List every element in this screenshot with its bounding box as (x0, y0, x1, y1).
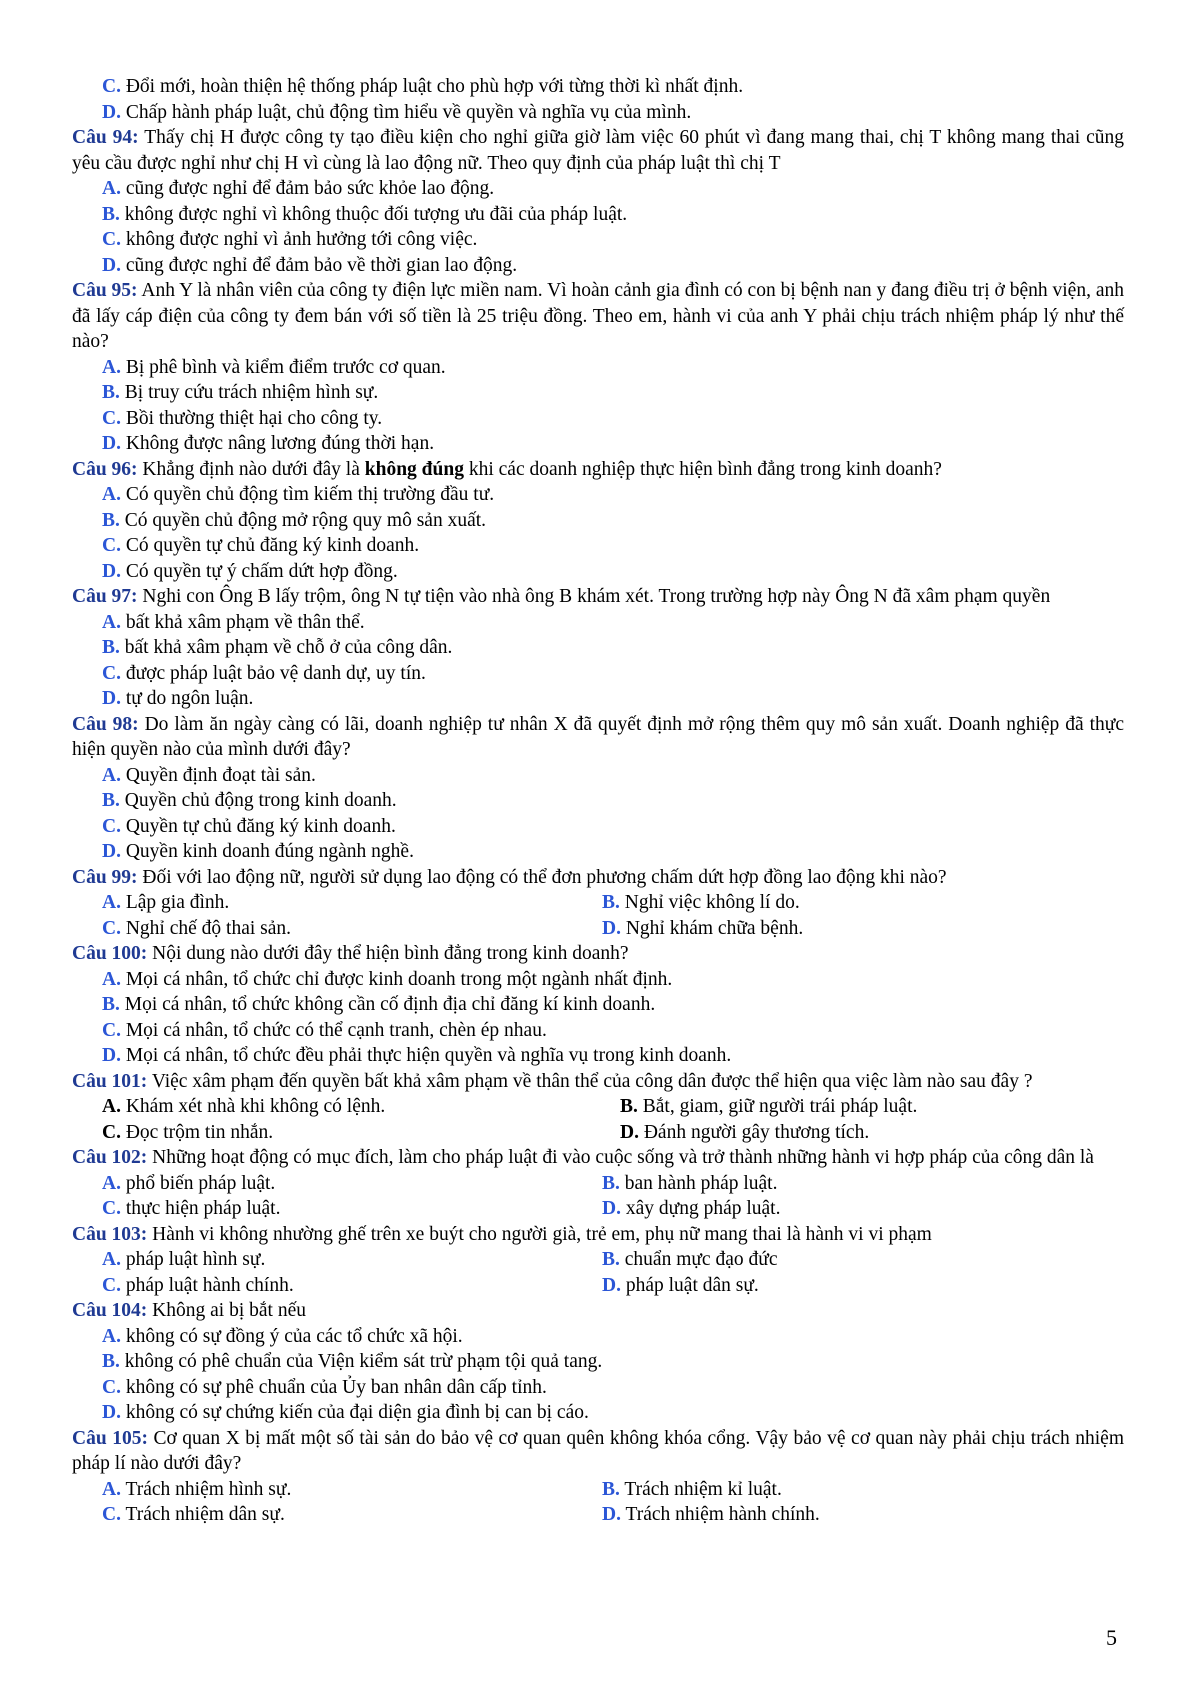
text: pháp luật dân sự. (620, 1274, 759, 1296)
option-letter: A. (102, 1096, 121, 1117)
text: Anh Y là nhân viên của công ty điện lực miền nam. Vì hoàn cảnh gia đình có con bị bệnh nan y đang điều trị ở bệnh viện, anh đã lấy cáp điện của công ty đem bán với số tiền là 25 triệu đồng. Theo em, hành vi của anh Y phải chịu trách nhiệm pháp lý như thế nào? (72, 280, 1125, 352)
text: không có sự đồng ý của các tổ chức xã hội. (120, 1325, 463, 1347)
option-letter: C. (102, 1274, 121, 1296)
text: Mọi cá nhân, tổ chức có thể cạnh tranh, chèn ép nhau. (120, 1019, 547, 1041)
text: không có sự chứng kiến của đại diện gia đình bị can bị cáo. (120, 1402, 589, 1423)
option-a (72, 1247, 572, 1273)
text: bất khả xâm phạm về chỗ ở của công dân. (119, 637, 453, 658)
text: Lập gia đình. (120, 892, 230, 913)
exam-page (72, 74, 1124, 1528)
option-letter: A. (102, 1249, 121, 1270)
text: Bồi thường thiệt hại cho công ty. (120, 407, 383, 429)
text: Có quyền tự chủ đăng ký kinh doanh. (120, 535, 420, 556)
text: Đọc trộm tin nhắn. (120, 1121, 274, 1143)
text: bất khả xâm phạm về thân thể. (120, 611, 365, 633)
text: Nội dung nào dưới đây thể hiện bình đẳng trong kinh doanh? (147, 943, 629, 964)
text: Khám xét nhà khi không có lệnh. (120, 1096, 386, 1117)
option-letter: C. (102, 662, 121, 684)
option-letter: C. (102, 1198, 121, 1219)
text: Những hoạt động có mục đích, làm cho pháp luật đi vào cuộc sống và trở thành những hành vi hợp pháp của công dân là (147, 1147, 1094, 1168)
option-letter: A. (102, 968, 121, 990)
option-letter: B. (620, 1096, 638, 1117)
text: cũng được nghỉ để đảm bảo sức khỏe lao động. (120, 178, 495, 199)
text: không đúng (364, 458, 464, 480)
options-row (72, 916, 1124, 942)
option-letter: A. (102, 1172, 121, 1194)
text: pháp luật hình sự. (120, 1249, 266, 1270)
question-label: Câu 101: (72, 1070, 148, 1092)
option-c (72, 814, 1124, 840)
option-letter: D. (602, 1198, 621, 1219)
options-row (72, 1502, 1124, 1528)
option-d (590, 1120, 1108, 1146)
option-letter: C. (102, 917, 121, 939)
options-row (72, 1094, 1124, 1120)
option-c (72, 1018, 1124, 1044)
option-letter: A. (102, 356, 121, 378)
text: không có phê chuẩn của Viện kiểm sát trừ phạm tội quả tang. (119, 1351, 603, 1372)
text: Do làm ăn ngày càng có lãi, doanh nghiệp tư nhân X đã quyết định mở rộng thêm quy mô sản xuất. Doanh nghiệp đã thực hiện quyền nào của mình dưới đây? (72, 713, 1124, 760)
option-letter: A. (102, 611, 121, 633)
question-101 (72, 1069, 1124, 1095)
text: Thấy chị H được công ty tạo điều kiện cho nghỉ giữa giờ làm việc 60 phút vì đang mang thai, chị T không mang thai cũng yêu cầu được nghỉ như chị H vì cùng là lao động nữ. Theo quy định của pháp luật thì chị T (72, 127, 1124, 174)
option-letter: D. (602, 917, 621, 939)
option-d (72, 100, 1124, 126)
option-letter: D. (102, 688, 121, 709)
question-98 (72, 712, 1124, 763)
option-d (72, 253, 1124, 279)
option-letter: C. (102, 407, 121, 429)
text: tự do ngôn luận. (120, 688, 254, 709)
text: xây dựng pháp luật. (620, 1198, 781, 1219)
option-letter: B. (602, 892, 620, 913)
text: Đánh người gây thương tích. (638, 1121, 870, 1143)
text: không được nghỉ vì không thuộc đối tượng ưu đãi của pháp luật. (119, 203, 628, 225)
question-103 (72, 1222, 1124, 1248)
text: Quyền tự chủ đăng ký kinh doanh. (120, 815, 396, 837)
option-letter: B. (102, 790, 120, 811)
option-a (72, 1094, 590, 1120)
option-letter: B. (102, 203, 120, 225)
option-letter: D. (620, 1121, 639, 1143)
question-label: Câu 100: (72, 943, 148, 964)
option-a (72, 1324, 1124, 1350)
option-letter: D. (102, 254, 121, 276)
question-label: Câu 102: (72, 1147, 148, 1168)
option-d (72, 686, 1124, 712)
question-97 (72, 584, 1124, 610)
options-row (72, 1247, 1124, 1273)
option-b (72, 202, 1124, 228)
text: cũng được nghỉ để đảm bảo về thời gian lao động. (120, 254, 518, 276)
text: Quyền kinh doanh đúng ngành nghề. (120, 841, 414, 862)
option-letter: B. (102, 1351, 120, 1372)
option-b (72, 380, 1124, 406)
option-a (72, 610, 1124, 636)
text: Nghỉ chế độ thai sản. (120, 917, 292, 939)
option-b (72, 508, 1124, 534)
page-number: 5 (1106, 1625, 1117, 1650)
option-c (72, 916, 572, 942)
option-b (572, 890, 1072, 916)
options-row (72, 1273, 1124, 1299)
option-a (72, 1171, 572, 1197)
text: không có sự phê chuẩn của Ủy ban nhân dân cấp tỉnh. (120, 1376, 547, 1398)
text: Trách nhiệm hình sự. (120, 1478, 292, 1500)
text: Quyền định đoạt tài sản. (120, 764, 316, 786)
option-letter: D. (602, 1504, 621, 1525)
option-c (72, 1196, 572, 1222)
option-letter: C. (102, 76, 121, 97)
text: được pháp luật bảo vệ danh dự, uy tín. (120, 662, 426, 684)
option-b (72, 992, 1124, 1018)
option-c (72, 1273, 572, 1299)
question-96 (72, 457, 1124, 483)
option-letter: D. (102, 101, 121, 123)
text: Mọi cá nhân, tổ chức chỉ được kinh doanh trong một ngành nhất định. (120, 968, 673, 990)
option-a (72, 355, 1124, 381)
option-d (72, 1043, 1124, 1069)
text: Nghỉ việc không lí do. (619, 892, 800, 913)
option-d (72, 431, 1124, 457)
option-letter: C. (102, 1376, 121, 1398)
text: khi các doanh nghiệp thực hiện bình đẳng trong kinh doanh? (463, 458, 942, 480)
option-letter: C. (102, 1504, 121, 1525)
question-label: Câu 105: (72, 1427, 148, 1449)
option-c (72, 661, 1124, 687)
option-c (72, 227, 1124, 253)
option-c (72, 74, 1124, 100)
text: Trách nhiệm kỉ luật. (619, 1478, 782, 1500)
option-b (572, 1247, 1072, 1273)
option-d (572, 1196, 1072, 1222)
question-99 (72, 865, 1124, 891)
option-c (72, 1120, 590, 1146)
text: Không ai bị bắt nếu (147, 1300, 306, 1321)
option-a (72, 482, 1124, 508)
option-letter: D. (102, 560, 121, 582)
question-label: Câu 97: (72, 586, 138, 607)
text: Bị truy cứu trách nhiệm hình sự. (119, 382, 379, 403)
text: Nghỉ khám chữa bệnh. (620, 917, 804, 939)
text: Trách nhiệm hành chính. (620, 1504, 820, 1525)
option-letter: A. (102, 892, 121, 913)
text: không được nghỉ vì ảnh hưởng tới công việc. (120, 229, 478, 250)
option-letter: C. (102, 1019, 121, 1041)
option-d (72, 839, 1124, 865)
text: Việc xâm phạm đến quyền bất khả xâm phạm về thân thể của công dân được thể hiện qua việc làm nào sau đây ? (147, 1070, 1033, 1092)
options-row (72, 890, 1124, 916)
text: pháp luật hành chính. (120, 1274, 294, 1296)
option-letter: A. (102, 1325, 121, 1347)
option-letter: C. (102, 1121, 121, 1143)
question-label: Câu 104: (72, 1300, 148, 1321)
option-a (72, 176, 1124, 202)
option-a (72, 890, 572, 916)
question-94 (72, 125, 1124, 176)
text: Mọi cá nhân, tổ chức đều phải thực hiện quyền và nghĩa vụ trong kinh doanh. (120, 1045, 732, 1066)
question-label: Câu 103: (72, 1223, 148, 1245)
question-100 (72, 941, 1124, 967)
text: Nghi con Ông B lấy trộm, ông N tự tiện vào nhà ông B khám xét. Trong trường hợp này Ông N đã xâm phạm quyền (137, 586, 1051, 607)
text: Chấp hành pháp luật, chủ động tìm hiểu về quyền và nghĩa vụ của mình. (120, 101, 692, 123)
text: Trách nhiệm dân sự. (120, 1504, 285, 1525)
question-95 (72, 278, 1124, 355)
text: Hành vi không nhường ghế trên xe buýt cho người già, trẻ em, phụ nữ mang thai là hành vi vi phạm (147, 1223, 932, 1245)
question-102 (72, 1145, 1124, 1171)
options-row (72, 1196, 1124, 1222)
option-letter: A. (102, 484, 121, 505)
option-letter: C. (102, 815, 121, 837)
option-letter: D. (102, 1402, 121, 1423)
option-b (72, 635, 1124, 661)
option-a (72, 967, 1124, 993)
text: Có quyền tự ý chấm dứt hợp đồng. (120, 560, 398, 582)
text: Đổi mới, hoàn thiện hệ thống pháp luật cho phù hợp với từng thời kì nhất định. (120, 76, 744, 97)
option-letter: B. (602, 1172, 620, 1194)
question-label: Câu 98: (72, 713, 139, 735)
text: Khẳng định nào dưới đây là (137, 458, 365, 480)
text: thực hiện pháp luật. (120, 1198, 281, 1219)
text: chuẩn mực đạo đức (619, 1249, 778, 1270)
option-letter: D. (602, 1274, 621, 1296)
option-c (72, 1502, 572, 1528)
text: Cơ quan X bị mất một số tài sản do bảo vệ cơ quan quên không khóa cổng. Vậy bảo vệ cơ quan này phải chịu trách nhiệm pháp lí nào dưới đây? (72, 1427, 1124, 1474)
option-d (572, 1502, 1072, 1528)
option-letter: B. (102, 637, 120, 658)
option-b (72, 788, 1124, 814)
question-104 (72, 1298, 1124, 1324)
option-c (72, 406, 1124, 432)
options-row (72, 1171, 1124, 1197)
option-letter: D. (102, 841, 121, 862)
option-b (72, 1349, 1124, 1375)
text: Bị phê bình và kiểm điểm trước cơ quan. (120, 356, 446, 378)
option-b (572, 1171, 1072, 1197)
question-105 (72, 1426, 1124, 1477)
option-d (572, 916, 1072, 942)
option-letter: A. (102, 178, 121, 199)
text: Mọi cá nhân, tổ chức không cần cố định địa chỉ đăng kí kinh doanh. (119, 994, 656, 1015)
text: Không được nâng lương đúng thời hạn. (120, 433, 435, 454)
question-label: Câu 96: (72, 458, 138, 480)
option-d (572, 1273, 1072, 1299)
option-a (72, 763, 1124, 789)
options-row (72, 1120, 1124, 1146)
option-b (572, 1477, 1072, 1503)
text: phổ biến pháp luật. (120, 1172, 276, 1194)
option-c (72, 1375, 1124, 1401)
option-c (72, 533, 1124, 559)
options-row (72, 1477, 1124, 1503)
option-letter: B. (602, 1478, 620, 1500)
option-b (590, 1094, 1108, 1120)
question-label: Câu 95: (72, 280, 138, 301)
question-label: Câu 99: (72, 866, 138, 888)
option-d (72, 1400, 1124, 1426)
option-letter: B. (602, 1249, 620, 1270)
text: Đối với lao động nữ, người sử dụng lao động có thể đơn phương chấm dứt hợp đồng lao động khi nào? (137, 866, 947, 888)
option-letter: B. (102, 382, 120, 403)
option-letter: B. (102, 994, 120, 1015)
text: Bắt, giam, giữ người trái pháp luật. (637, 1096, 918, 1117)
option-letter: C. (102, 229, 121, 250)
option-d (72, 559, 1124, 585)
text: Quyền chủ động trong kinh doanh. (119, 790, 397, 811)
option-letter: C. (102, 535, 121, 556)
question-label: Câu 94: (72, 127, 139, 148)
option-letter: A. (102, 1478, 121, 1500)
text: ban hành pháp luật. (619, 1172, 778, 1194)
text: Có quyền chủ động mở rộng quy mô sản xuất. (119, 509, 487, 531)
option-letter: B. (102, 509, 120, 531)
option-letter: D. (102, 433, 121, 454)
option-letter: A. (102, 764, 121, 786)
option-letter: D. (102, 1045, 121, 1066)
option-a (72, 1477, 572, 1503)
text: Có quyền chủ động tìm kiếm thị trường đầu tư. (120, 484, 495, 505)
